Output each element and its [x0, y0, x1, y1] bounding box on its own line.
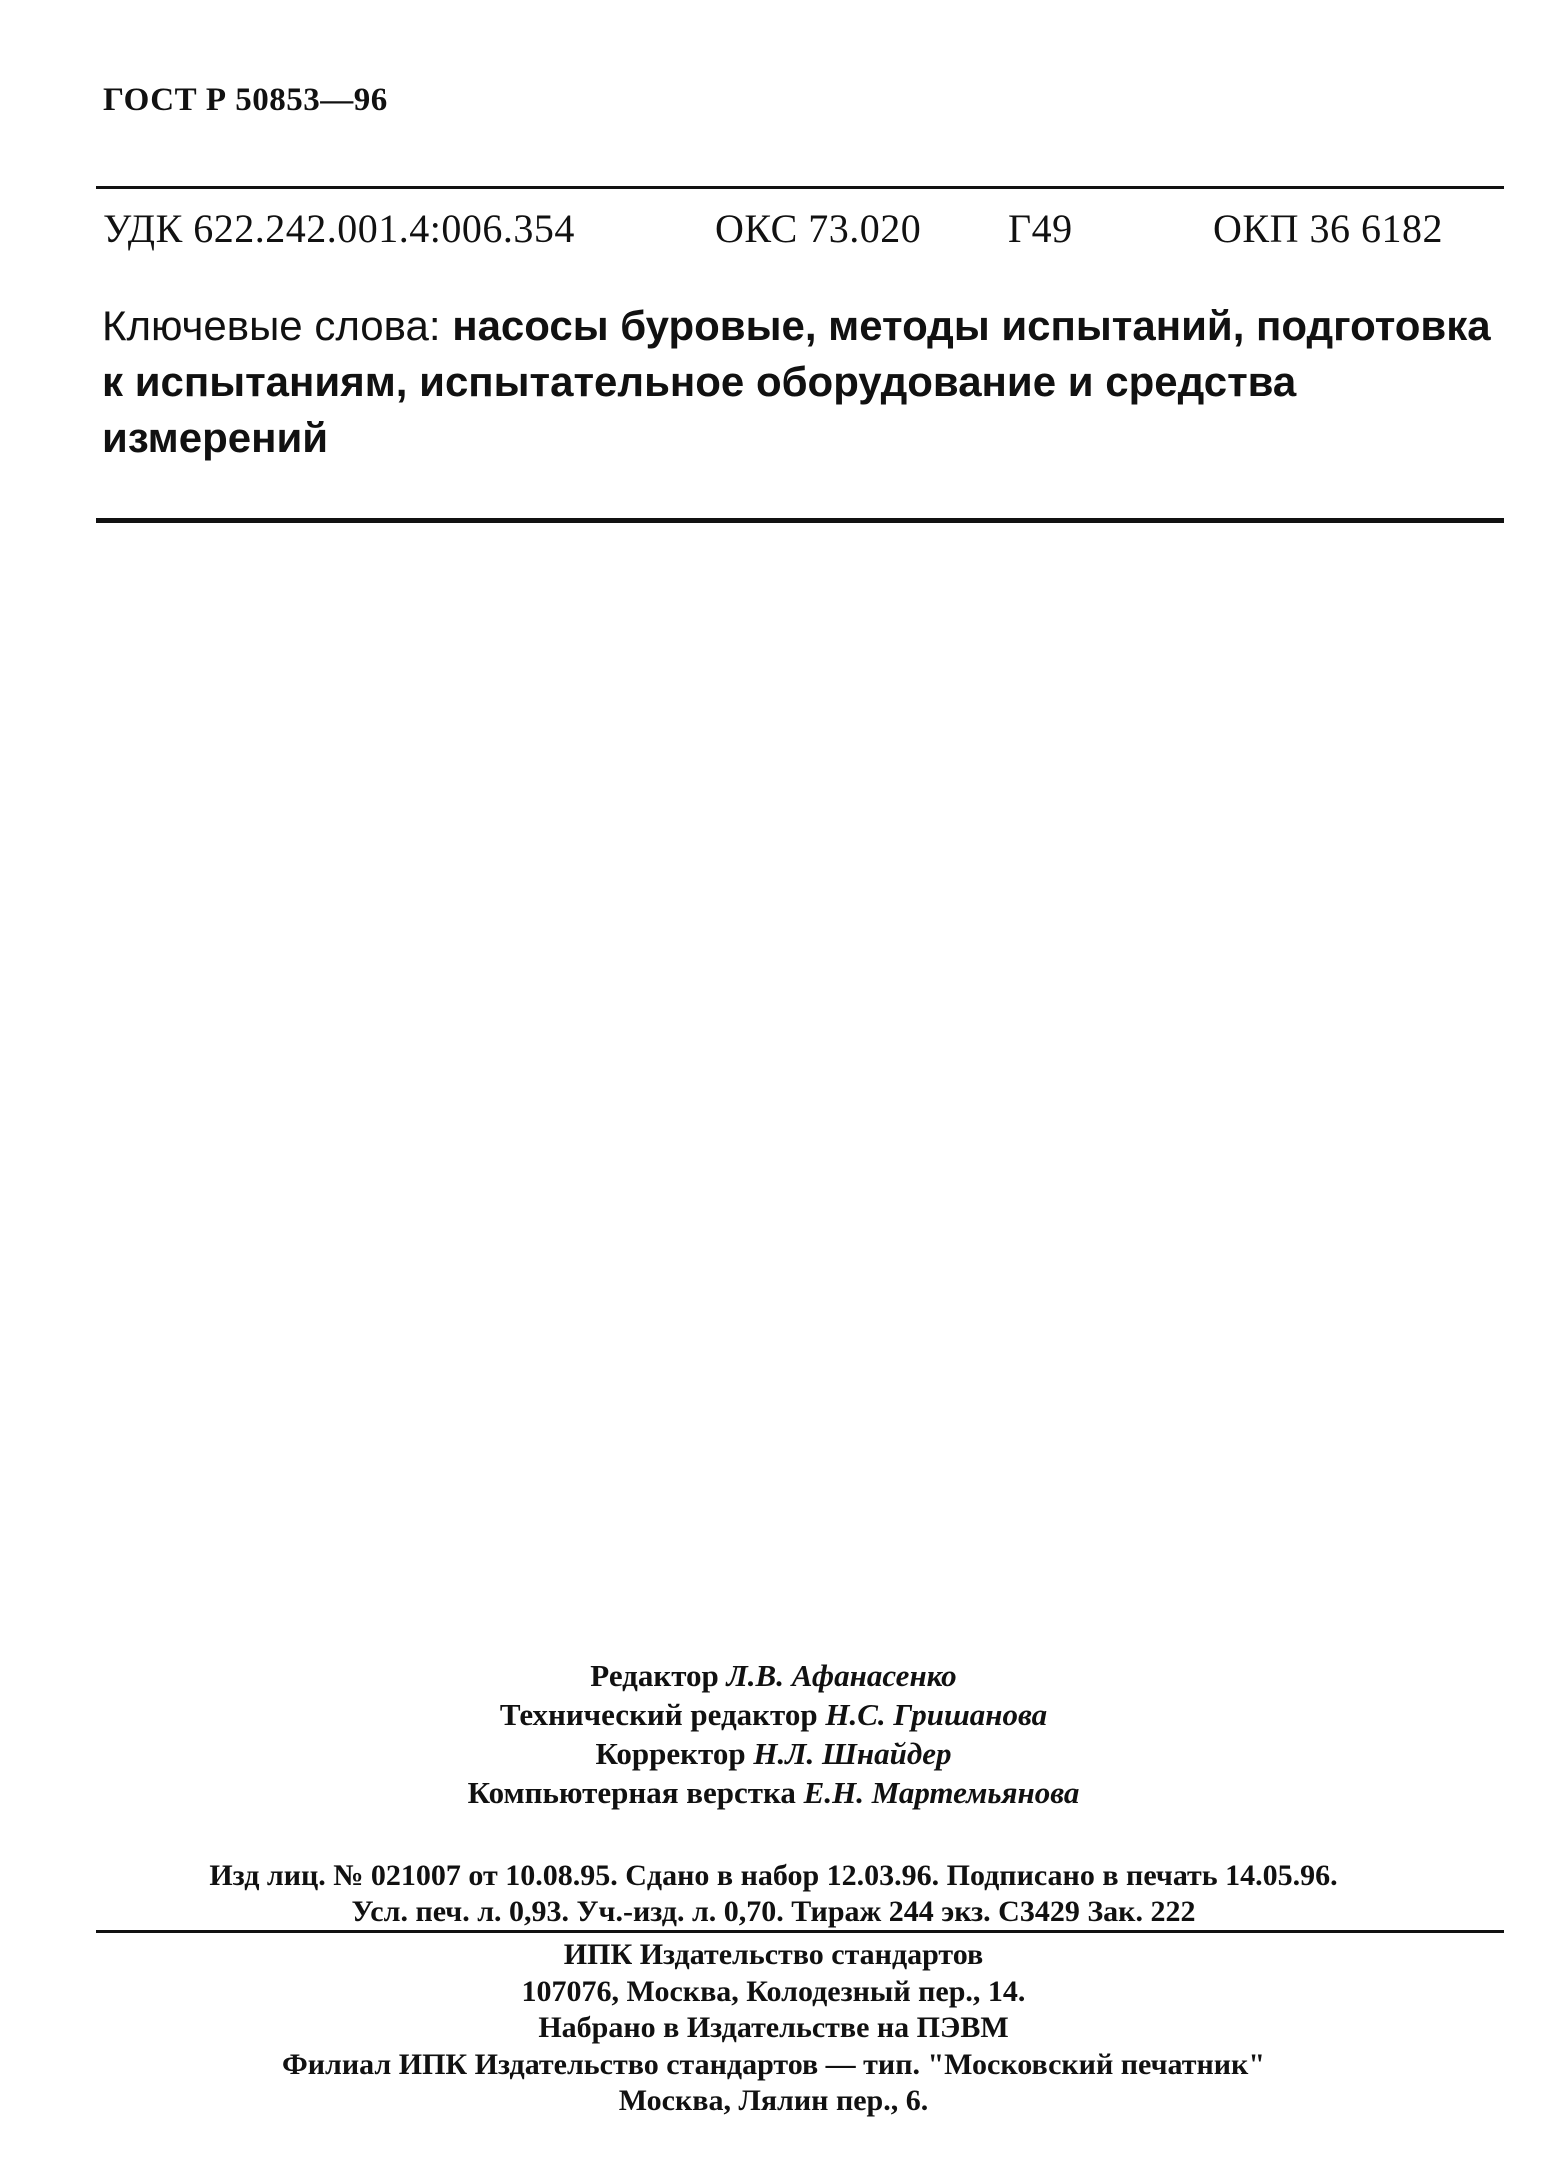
oks-code: ОКС 73.020	[715, 206, 922, 251]
publisher-branch-address: Москва, Лялин пер., 6.	[618, 2084, 929, 2117]
credit-person: Н.Л. Шнайдер	[753, 1736, 952, 1771]
credit-line	[0, 1656, 1547, 1695]
keywords-terms: насосы буровые, методы испытаний, подготовка к испытаниям, испытательное оборудование и средства измерений	[102, 302, 1491, 461]
credit-line	[0, 1773, 1547, 1812]
footer-rule	[96, 1930, 1504, 1933]
credits-block	[0, 1656, 1547, 1812]
credit-person: Л.В. Афанасенко	[726, 1658, 957, 1693]
publisher-branch: Филиал ИПК Издательство стандартов — тип. "Московский печатник"	[281, 2047, 1265, 2081]
publisher-address: 107076, Москва, Колодезный пер., 14.	[521, 1974, 1026, 2008]
credit-role: Редактор	[590, 1658, 719, 1693]
credit-role: Компьютерная верстка	[467, 1775, 796, 1810]
credit-person: Н.С. Гришанова	[825, 1697, 1048, 1732]
section-rule	[96, 518, 1504, 523]
keywords-label: Ключевые слова:	[102, 302, 441, 349]
credit-line	[0, 1695, 1547, 1734]
publisher-typeset-note: Набрано в Издательстве на ПЭВМ	[538, 2011, 1009, 2044]
keywords-paragraph	[102, 298, 1522, 466]
udk-code: УДК 622.242.001.4:006.354	[103, 206, 575, 251]
standard-code: ГОСТ Р 50853—96	[103, 82, 388, 118]
imprint-print-line: Усл. печ. л. 0,93. Уч.-изд. л. 0,70. Тираж 244 экз. С3429 Зак. 222	[351, 1895, 1196, 1928]
imprint-license-line: Изд лиц. № 021007 от 10.08.95. Сдано в набор 12.03.96. Подписано в печать 14.05.96.	[209, 1859, 1338, 1892]
top-rule	[96, 186, 1504, 189]
credit-role: Технический редактор	[499, 1697, 818, 1732]
okp-code: ОКП 36 6182	[1213, 206, 1443, 251]
credit-person: Е.Н. Мартемьянова	[803, 1775, 1080, 1810]
credit-role: Корректор	[595, 1736, 746, 1771]
publisher-block	[0, 1937, 1547, 2120]
credit-line	[0, 1734, 1547, 1773]
group-code: Г49	[1008, 206, 1073, 251]
publisher-name: ИПК Издательство стандартов	[563, 1938, 984, 1971]
imprint-block	[0, 1858, 1547, 1930]
